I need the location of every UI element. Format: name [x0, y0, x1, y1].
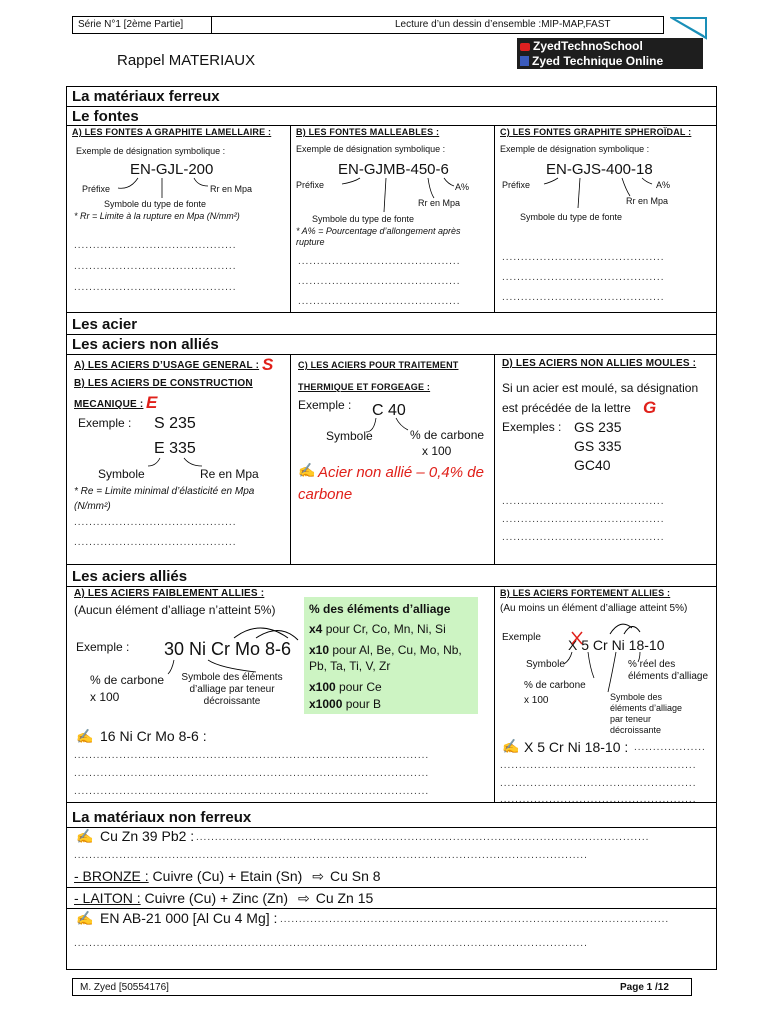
- fontes-b-symbole: Symbole du type de fonte: [312, 214, 415, 224]
- fontes-a-note: * Rr = Limite à la rupture en Mpa (N/mm²): [74, 211, 240, 221]
- answer-line[interactable]: ........................................................................................................................................: [74, 850, 588, 861]
- answer-line[interactable]: ..............................................................................................: [74, 768, 430, 779]
- answer-line[interactable]: ..............................................................................................: [74, 750, 430, 761]
- pencil-icon: ✍: [76, 910, 94, 926]
- acier-d-letter: G: [643, 398, 657, 417]
- arrow-right-icon: ⇨: [312, 868, 324, 884]
- fontes-b-title: B) LES FONTES MALLEABLES :: [296, 127, 440, 137]
- answer-line[interactable]: ....................................................: [500, 760, 697, 771]
- fontes-b-note: * A% = Pourcentage d’allongement après rupture: [296, 226, 461, 247]
- acier-e335: E 335: [154, 440, 196, 457]
- pencil-icon: ✍: [298, 462, 316, 478]
- section-non-allies: Les aciers non alliés: [72, 336, 219, 353]
- laiton-key: - LAITON :: [74, 890, 141, 906]
- youtube-icon: [520, 43, 530, 51]
- acier-d-title: D) LES ACIERS NON ALLIES MOULES :: [502, 358, 697, 369]
- laiton-result: Cu Zn 15: [315, 890, 374, 906]
- green-l1-v: pour Cr, Co, Mn, Ni, Si: [322, 622, 446, 636]
- brand-facebook[interactable]: [517, 54, 703, 69]
- answer-line[interactable]: ...........................................: [74, 261, 237, 272]
- acier-c-title2: THERMIQUE ET FORGEAGE :: [298, 382, 431, 392]
- acier-c-code: C 40: [372, 402, 406, 419]
- answer-line[interactable]: ...........................................: [502, 252, 665, 263]
- fontes-b-code: EN-GJMB-450-6: [338, 161, 449, 178]
- answer-line[interactable]: ...........................................: [502, 292, 665, 303]
- fontes-a-code: EN-GJL-200: [130, 161, 214, 178]
- acier-a-letter: S: [262, 355, 274, 374]
- acier-s235: S 235: [154, 415, 196, 432]
- fo-exemple: Exemple: [502, 632, 541, 643]
- fontes-c-title: C) LES FONTES GRAPHITE SPHEROÏDAL :: [500, 127, 692, 137]
- fo-question: X 5 Cr Ni 18-10 :: [524, 739, 629, 755]
- footer-page: Page 1 /12: [620, 982, 669, 993]
- acier-b-title2: MECANIQUE :: [74, 399, 144, 410]
- fo-sub: (Au moins un élément d’alliage atteint 5%): [500, 603, 688, 614]
- green-l3-k: x100: [309, 680, 336, 694]
- pencil-icon: ✍: [502, 738, 520, 754]
- laiton-value: Cuivre (Cu) + Zinc (Zn): [140, 890, 289, 906]
- acier-c-pct: % de carbone: [410, 428, 485, 442]
- fo-code: X 5 Cr Ni 18-10: [568, 637, 665, 653]
- answer-line[interactable]: ...........................................: [74, 537, 237, 548]
- fontes-c-example: Exemple de désignation symbolique :: [500, 144, 650, 154]
- answer-line[interactable]: ...........................................: [298, 276, 461, 287]
- fontes-c-prefix: Préfixe: [502, 180, 531, 190]
- footer-author: M. Zyed [50554176]: [80, 982, 169, 993]
- acier-exemple: Exemple :: [78, 416, 132, 430]
- fontes-b-prefix: Préfixe: [296, 180, 325, 190]
- fontes-c-code: EN-GJS-400-18: [546, 161, 653, 178]
- answer-line[interactable]: ...........................................: [74, 517, 237, 528]
- section-fontes: Le fontes: [72, 108, 139, 125]
- acier-c-title: C) LES ACIERS POUR TRAITEMENT: [298, 360, 459, 370]
- fo-title: B) LES ACIERS FORTEMENT ALLIES :: [500, 588, 671, 598]
- brand2-label: Zyed Technique Online: [532, 54, 664, 68]
- bronze-value: Cuivre (Cu) + Etain (Sn): [148, 868, 303, 884]
- green-l4-v: pour B: [342, 697, 382, 711]
- fontes-c-symbole: Symbole du type de fonte: [520, 212, 623, 222]
- fontes-a-title: A) LES FONTES A GRAPHITE LAMELLAIRE :: [72, 127, 272, 137]
- logo-triangle-icon: [670, 16, 708, 40]
- fontes-b-rr: Rr en Mpa: [418, 198, 461, 208]
- fontes-a-symbole: Symbole du type de fonte: [104, 199, 207, 209]
- acier-d-exemples: Exemples :: [502, 420, 562, 434]
- answer-line[interactable]: ....................................................: [500, 794, 697, 805]
- answer-line[interactable]: ...........................................: [502, 514, 665, 525]
- brand-youtube[interactable]: [517, 38, 703, 54]
- fa-title: A) LES ACIERS FAIBLEMENT ALLIES :: [74, 588, 265, 599]
- page-title: Rappel MATERIAUX: [117, 52, 256, 69]
- nf-q1: Cu Zn 39 Pb2 :: [100, 828, 195, 844]
- answer-line[interactable]: ..............................................................................................: [74, 786, 430, 797]
- fo-pct: % de carbone: [524, 680, 586, 691]
- fontes-b-a: A%: [455, 182, 470, 192]
- answer-line[interactable]: ...........................................: [74, 240, 237, 251]
- brand1-label: ZyedTechnoSchool: [533, 39, 643, 53]
- acier-c-symbole: Symbole: [326, 429, 373, 443]
- section-ferreux: La matériaux ferreux: [72, 88, 220, 105]
- acier-d-text2: est précédée de la lettre: [502, 401, 631, 415]
- bronze-result: Cu Sn 8: [329, 868, 381, 884]
- acier-d-text1: Si un acier est moulé, sa désignation: [502, 381, 699, 395]
- acier-d-ex2: GS 335: [574, 438, 622, 454]
- green-l3-v: pour Ce: [335, 680, 382, 694]
- answer-line[interactable]: ...................: [634, 742, 706, 753]
- fontes-b-example: Exemple de désignation symbolique :: [296, 144, 446, 154]
- answer-line[interactable]: ....................................................: [500, 778, 697, 789]
- fontes-a-rr: Rr en Mpa: [210, 184, 253, 194]
- answer-line[interactable]: ...........................................: [502, 532, 665, 543]
- acier-d-ex1: GS 235: [574, 419, 622, 435]
- answer-line[interactable]: ........................................................................................................................................: [74, 938, 588, 949]
- answer-line[interactable]: .......................................................................................................: [280, 914, 670, 925]
- answer-line[interactable]: ...........................................: [74, 282, 237, 293]
- green-title: % des éléments d’alliage: [309, 602, 451, 616]
- fo-x100: x 100: [524, 695, 549, 706]
- facebook-icon: [520, 56, 529, 66]
- answer-line[interactable]: ........................................................................................................................: [196, 832, 650, 843]
- fa-code: 30 Ni Cr Mo 8-6: [164, 639, 292, 659]
- fo-reel: % réel des éléments d’alliage: [628, 659, 709, 682]
- fo-sym-el: Symbole des éléments d’alliage par teneur décroissante: [610, 692, 683, 735]
- serie-label: Série N°1 [2ème Partie]: [78, 19, 184, 30]
- header-title: Lecture d’un dessin d’ensemble :MIP-MAP,FAST: [395, 19, 611, 30]
- acier-c-exemple: Exemple :: [298, 398, 352, 412]
- fa-exemple: Exemple :: [76, 640, 130, 654]
- fa-symbole: Symbole des éléments d’alliage par teneur décroissante: [181, 672, 283, 707]
- section-allies: Les aciers alliés: [72, 568, 188, 585]
- acier-a-title: A) LES ACIERS D’USAGE GENERAL :: [74, 360, 260, 371]
- green-l2-v: pour Al, Be, Cu, Mo, Nb, Pb, Ta, Ti, V, Zr: [309, 643, 462, 673]
- answer-line[interactable]: ...........................................: [298, 296, 461, 307]
- fa-x100: x 100: [90, 690, 120, 704]
- green-l1-k: x4: [309, 622, 323, 636]
- acier-re: Re en Mpa: [200, 467, 259, 481]
- acier-symbole: Symbole: [98, 467, 145, 481]
- fa-sub: (Aucun élément d’alliage n’atteint 5%): [74, 603, 276, 617]
- fontes-c-a: A%: [656, 180, 671, 190]
- fa-pct: % de carbone: [90, 673, 165, 687]
- green-l4-k: x1000: [309, 697, 343, 711]
- pencil-icon: ✍: [76, 828, 94, 844]
- acier-c-x100: x 100: [422, 444, 452, 458]
- section-non-ferreux: La matériaux non ferreux: [72, 809, 252, 826]
- acier-re-note: * Re = Limite minimal d’élasticité en Mpa (N/mm²): [74, 486, 255, 512]
- answer-line[interactable]: ...........................................: [298, 256, 461, 267]
- acier-d-ex3: GC40: [574, 457, 611, 473]
- green-l2-k: x10: [309, 643, 330, 657]
- acier-b-title: B) LES ACIERS DE CONSTRUCTION: [74, 378, 253, 389]
- fo-symbole: Symbole: [526, 659, 565, 670]
- arrow-right-icon: ⇨: [297, 890, 310, 906]
- fontes-a-example: Exemple de désignation symbolique :: [76, 146, 226, 156]
- nf-q2: EN AB-21 000 [Al Cu 4 Mg] :: [100, 910, 278, 926]
- acier-b-letter: E: [146, 393, 158, 412]
- bronze-key: - BRONZE :: [74, 868, 149, 884]
- section-acier: Les acier: [72, 316, 138, 333]
- answer-line[interactable]: ...........................................: [502, 272, 665, 283]
- answer-line[interactable]: ...........................................: [502, 496, 665, 507]
- acier-c-answer: Acier non allié – 0,4% de carbone: [298, 464, 484, 503]
- fontes-c-rr: Rr en Mpa: [626, 196, 669, 206]
- pencil-icon: ✍: [76, 728, 94, 744]
- fa-question: 16 Ni Cr Mo 8-6 :: [100, 728, 207, 744]
- fontes-a-prefix: Préfixe: [82, 184, 111, 194]
